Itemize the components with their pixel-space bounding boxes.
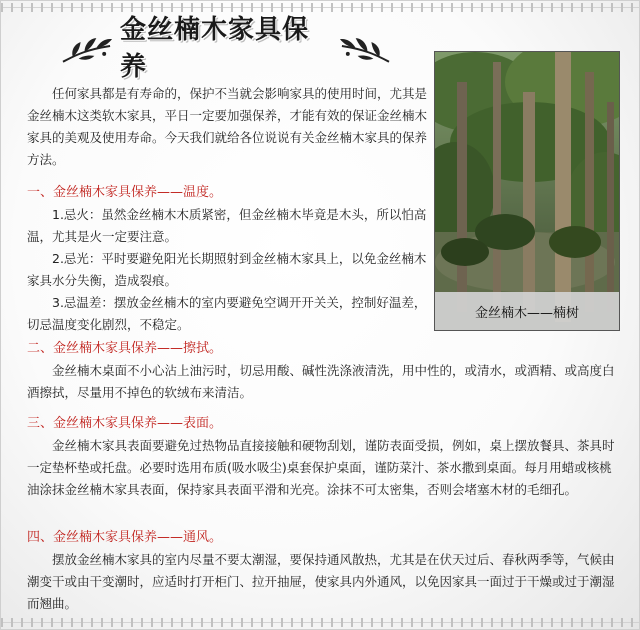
section-paragraph: 2.忌光：平时要避免阳光长期照射到金丝楠木家具上，以免金丝楠木家具水分失衡，造成裂痕。 bbox=[27, 251, 427, 288]
intro-paragraph: 任何家具都是有寿命的，保护不当就会影响家具的使用时间，尤其是金丝楠木这类软木家具，平日一定要加强保养，才能有效的保证金丝楠木家具的美观及使用寿命。今天我们就给各位说说有关金丝楠木家具的保养方法。 bbox=[27, 86, 428, 167]
section-surface bbox=[27, 413, 617, 501]
right-floral-ornament-icon bbox=[338, 26, 391, 66]
intro-block bbox=[27, 83, 427, 171]
section-paragraph: 3.忌温差：摆放金丝楠木的室内要避免空调开开关关，控制好温差，切忌温度变化剧烈，不稳定。 bbox=[27, 295, 427, 332]
page-title: 金丝楠木家具保养 bbox=[120, 15, 310, 82]
section-paragraph: 1.忌火：虽然金丝楠木木质紧密，但金丝楠木毕竟是木头，所以怕高温，尤其是火一定要注意。 bbox=[27, 207, 427, 244]
section-heading: 三、金丝楠木家具保养——表面。 bbox=[27, 416, 223, 431]
bottom-border-band bbox=[1, 618, 639, 627]
tree-forest-illustration bbox=[435, 52, 620, 331]
section-paragraph: 摆放金丝楠木家具的室内尽量不要太潮湿，要保持通风散热，尤其是在伏天过后、春秋两季等，气候由潮变干或由干变潮时，应适时打开柜门、拉开抽屉，使家具内外通风，以免因家具一面过于干燥或过于潮湿而翘曲。 bbox=[27, 552, 615, 611]
section-heading: 四、金丝楠木家具保养——通风。 bbox=[27, 530, 223, 545]
section-heading: 二、金丝楠木家具保养——擦拭。 bbox=[27, 341, 223, 356]
section-temperature bbox=[27, 182, 427, 336]
title-row bbox=[61, 15, 391, 82]
section-paragraph: 金丝楠木桌面不小心沾上油污时，切忌用酸、碱性洗涤液清洗，用中性的，或清水，或酒精、或高度白酒擦拭，尽量用不掉色的软绒布来清洁。 bbox=[27, 363, 615, 400]
photo-caption: 金丝楠木——楠树 bbox=[435, 292, 619, 330]
section-wiping bbox=[27, 338, 617, 404]
nanmu-tree-photo bbox=[434, 51, 620, 331]
section-ventilation bbox=[27, 527, 617, 615]
left-floral-ornament-icon bbox=[61, 26, 114, 66]
section-heading: 一、金丝楠木家具保养——温度。 bbox=[27, 185, 223, 200]
section-paragraph: 金丝楠木家具表面要避免过热物品直接接触和硬物刮划，谨防表面受损，例如，桌上摆放餐具、茶具时一定垫杯垫或托盘。必要时选用布质(吸水吸尘)桌套保护桌面，谨防菜汁、茶水撒到桌面。每月用蜡或核桃油涂抹金丝楠木家具表面，保持家具表面平滑和光亮。涂抹不可太密集，否则会堵塞木材的毛细孔。 bbox=[27, 438, 615, 497]
